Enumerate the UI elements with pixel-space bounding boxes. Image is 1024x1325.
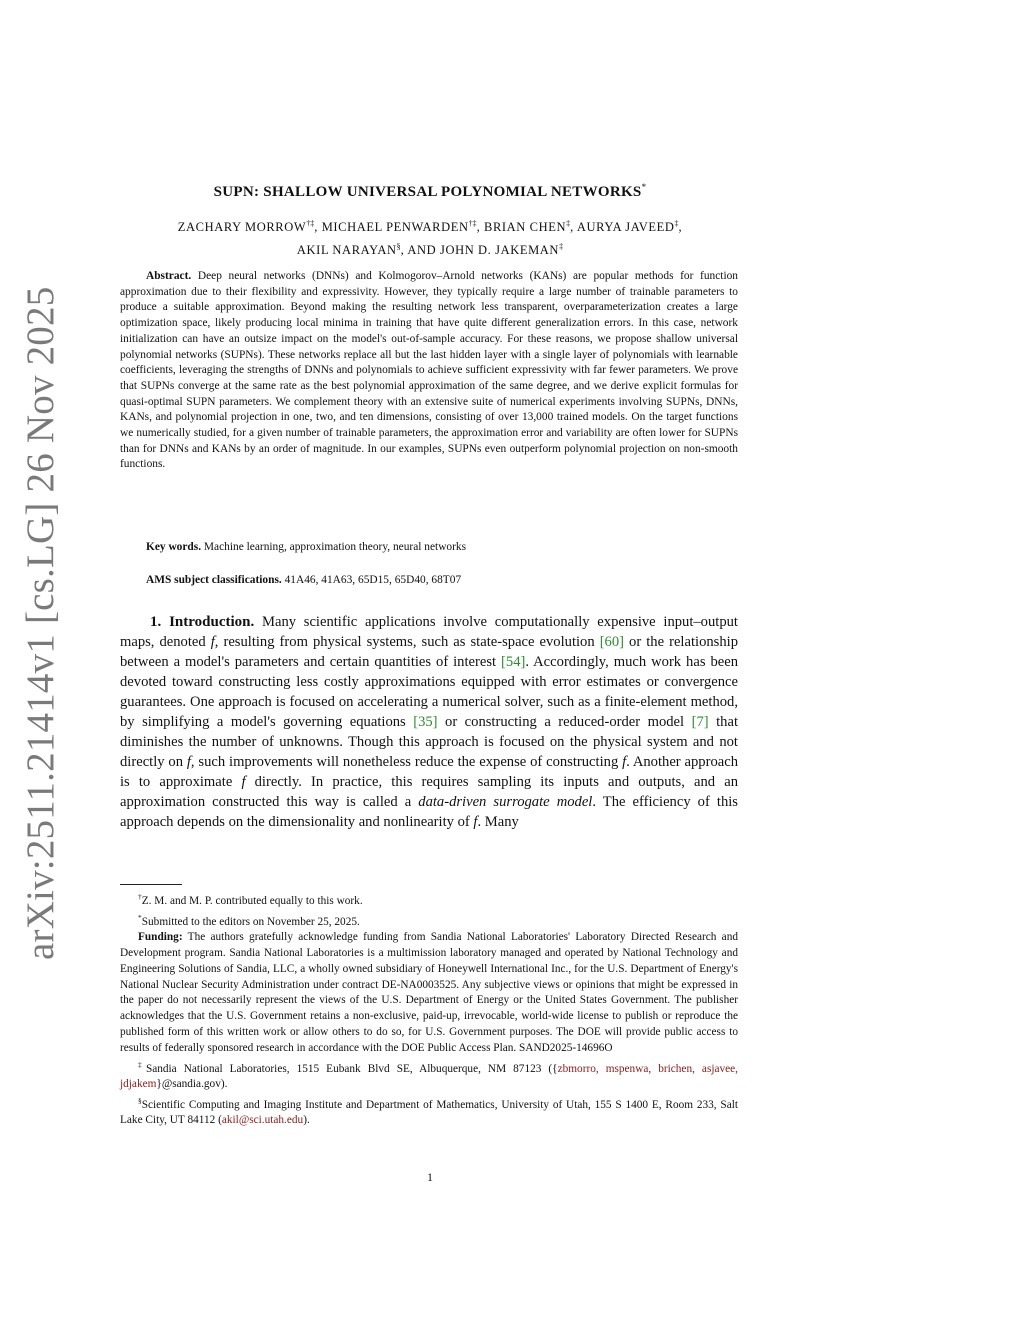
citation-link[interactable]: [60]: [599, 634, 625, 650]
arxiv-identifier-stamp[interactable]: arXiv:2511.21414v1 [cs.LG] 26 Nov 2025: [19, 286, 62, 960]
ams-classifications: [146, 574, 461, 586]
author: MICHAEL PENWARDEN†‡,: [321, 219, 485, 235]
paper-title: [120, 182, 740, 201]
author: ZACHARY MORROW†‡,: [177, 219, 322, 235]
footnote-submitted: *Submitted to the editors on November 25, 2025.: [138, 912, 360, 928]
title-text: SUPN: SHALLOW UNIVERSAL POLYNOMIAL NETWORKS: [213, 184, 642, 200]
author: AKIL NARAYAN§,: [296, 242, 408, 258]
math-symbol: f: [241, 774, 246, 790]
footnote-sandia: ‡Sandia National Laboratories, 1515 Eubank Blvd SE, Albuquerque, NM 87123 ({zbmorro, mspenwa, brichen, asjavee, jdjakem}@sandia.gov).: [120, 1059, 739, 1091]
abstract-label: Abstract.: [146, 270, 192, 282]
citation-link[interactable]: [35]: [413, 714, 438, 730]
math-symbol: f: [210, 634, 215, 650]
footnote-utah: §Scientific Computing and Imaging Institute and Department of Mathematics, University of Utah, 155 S 1400 E, Room 233, Salt Lake City, UT 84112 (akil@sci.utah.edu).: [120, 1095, 738, 1127]
keywords-text: Machine learning, approximation theory, neural networks: [203, 541, 467, 553]
author: AND JOHN D. JAKEMAN‡: [407, 242, 564, 258]
ams-label: AMS subject classifications.: [146, 574, 282, 586]
citation-link[interactable]: [54]: [501, 654, 526, 670]
math-symbol: f: [186, 754, 191, 770]
author-list: [120, 214, 740, 260]
page-number: 1: [427, 1170, 433, 1184]
section-heading: 1. Introduction.: [150, 614, 255, 630]
email-links[interactable]: zbmorro, mspenwa, brichen, asjavee, jdjakem: [120, 1062, 739, 1091]
author: BRIAN CHEN‡,: [484, 219, 577, 235]
math-symbol: f: [473, 814, 478, 830]
title-footnote-mark: *: [641, 182, 647, 192]
abstract-text: Deep neural networks (DNNs) and Kolmogorov–Arnold networks (KANs) are popular methods for function approximation due to their flexibility and expressivity. However, they typically require a large number of trainable parameters to produce a suitable approximation. Beyond making the resulting network less transparent, overparameterization creates a large optimization space, likely producing local minima in training that have quite different generalization errors. In this case, network initialization can have an outsize impact on the model's out-of-sample accuracy. For these reasons, we propose shallow universal polynomial networks (SUPNs). These networks replace all but the last hidden layer with a single layer of polynomials with learnable coefficients, leveraging the strengths of DNNs and polynomials to achieve sufficient expressivity with far fewer parameters. We prove that SUPNs converge at the same rate as the best polynomial approximation of the same degree, and we derive explicit formulas for quasi-optimal SUPN parameters. We complement theory with an extensive suite of numerical experiments involving SUPNs, DNNs, KANs, and polynomial projection in one, two, and ten dimensions, consisting of over 13,000 trained models. On the target functions we numerically studied, for a given number of trainable parameters, the approximation error and variability are often lower for SUPNs than for DNNs and KANs by an order of magnitude. In our examples, SUPNs even outperform polynomial projection on non-smooth functions.: [120, 270, 738, 471]
keywords-label: Key words.: [146, 541, 202, 553]
footnote-contribution: †Z. M. and M. P. contributed equally to this work.: [138, 892, 363, 907]
footnotes: [120, 889, 738, 1129]
keywords: [146, 541, 466, 553]
math-symbol: f: [622, 754, 627, 770]
introduction-section: 1. Introduction. Many scientific applications involve computationally expensive input–output maps, denoted f, resulting from physical systems, such as state-space evolution [60] or the relationship between a model's parameters and certain quantities of interest [54]. Accordingly, much work has been devoted toward constructing less costly approximations equipped with error estimates or convergence guarantees. One approach is focused on accelerating a numerical solver, such as a finite-element method, by simplifying a model's governing equations [35] or constructing a reduced-order model [7] that diminishes the number of unknowns. Though this approach is focused on the physical system and not directly on f, such improvements will nonetheless reduce the expense of constructing f. Another approach is to approximate f directly. In practice, this requires sampling its inputs and outputs, and an approximation constructed this way is called a data-driven surrogate model. The efficiency of this approach depends on the dimensionality and nonlinearity of f. Many: [120, 614, 738, 830]
footnote-funding: Funding: The authors gratefully acknowledge funding from Sandia National Laboratories' Laboratory Directed Research and Development program. Sandia National Laboratories is a multimission laboratory managed and operated by National Technology and Engineering Solutions of Sandia, LLC, a wholly owned subsidiary of Honeywell International Inc., for the U.S. Department of Energy's National Nuclear Security Administration under contract DE-NA0003525. Any subjective views or opinions that might be expressed in the paper do not necessarily represent the views of the U.S. Department of Energy or the United States Government. The publisher acknowledges that the U.S. Government retains a non-exclusive, paid-up, irrevocable, world-wide license to publish or reproduce the published form of this written work or allow others to do so, for U.S. Government purposes. The DOE will provide public access to results of federally sponsored research in accordance with the DOE Public Access Plan. SAND2025-14696O: [120, 931, 738, 1054]
emphasized-term: data-driven surrogate model: [418, 794, 593, 810]
ams-text: 41A46, 41A63, 65D15, 65D40, 68T07: [284, 574, 462, 586]
citation-link[interactable]: [7]: [691, 714, 709, 730]
email-link[interactable]: akil@sci.utah.edu: [221, 1114, 304, 1127]
footnote-divider: [120, 884, 182, 885]
abstract: [120, 269, 738, 473]
author: AURYA JAVEED‡,: [576, 219, 683, 235]
